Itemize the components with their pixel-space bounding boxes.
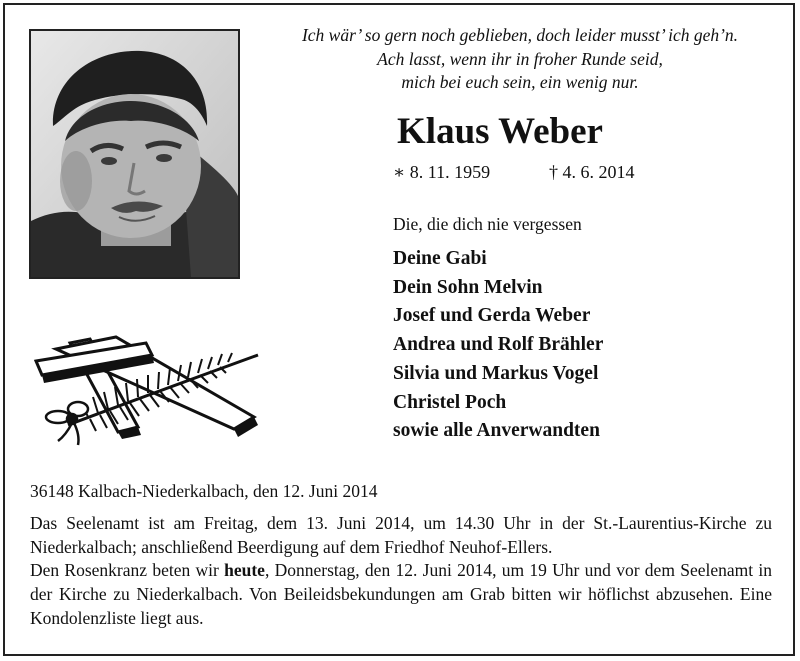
mourner-name: Deine Gabi <box>393 248 487 269</box>
rosary-text-start: Den Rosenkranz beten wir <box>30 560 225 581</box>
mourners-intro: Die, die dich nie vergessen <box>393 214 582 234</box>
service-paragraph: Das Seelenamt ist am Freitag, dem 13. Juni 2014, um 14.30 Uhr in der St.-Laurentius-Kirche zu Niederkalbach; anschließend Beerdigung auf dem Friedhof Neuhof-Ellers. <box>30 513 772 557</box>
place-and-date: 36148 Kalbach-Niederkalbach, den 12. Juni 2014 <box>30 481 378 501</box>
rosary-text-emphasis: heute <box>224 560 265 581</box>
rosary-paragraph <box>30 559 772 630</box>
poem-line: mich bei euch sein, ein wenig nur. <box>401 72 639 92</box>
service-details <box>30 512 772 631</box>
rosary-text-end: , Donnerstag, den 12. Juni 2014, um 19 Uhr und vor dem Seelenamt in der Kirche zu Niederkalbach. Von Beileidsbekundungen am Grab bitten wir höflichst abzusehen. Eine Kondolenzliste liegt aus. <box>30 560 772 628</box>
mourner-name: Dein Sohn Melvin <box>393 276 543 298</box>
mourner-name: Andrea und Rolf Brähler <box>393 334 604 356</box>
birth-date: ∗ 8. 11. 1959 <box>393 162 491 182</box>
cross-with-palm-icon <box>28 335 268 447</box>
poem-line: Ach lasst, wenn ihr in froher Runde seid, <box>377 48 663 69</box>
portrait-photo <box>29 29 240 279</box>
mourner-name: Christel Poch <box>393 391 507 413</box>
mourner-name: sowie alle Anverwandten <box>393 420 600 442</box>
mourner-name: Josef und Gerda Weber <box>393 305 591 327</box>
mourner-name: Silvia und Markus Vogel <box>393 362 599 384</box>
poem-line: Ich wär’ so gern noch geblieben, doch leider musst’ ich geh’n. <box>301 25 739 45</box>
death-date: † 4. 6. 2014 <box>549 162 635 182</box>
deceased-name: Klaus Weber <box>397 111 603 152</box>
memorial-poem <box>270 24 770 95</box>
mourners-list <box>393 245 603 446</box>
